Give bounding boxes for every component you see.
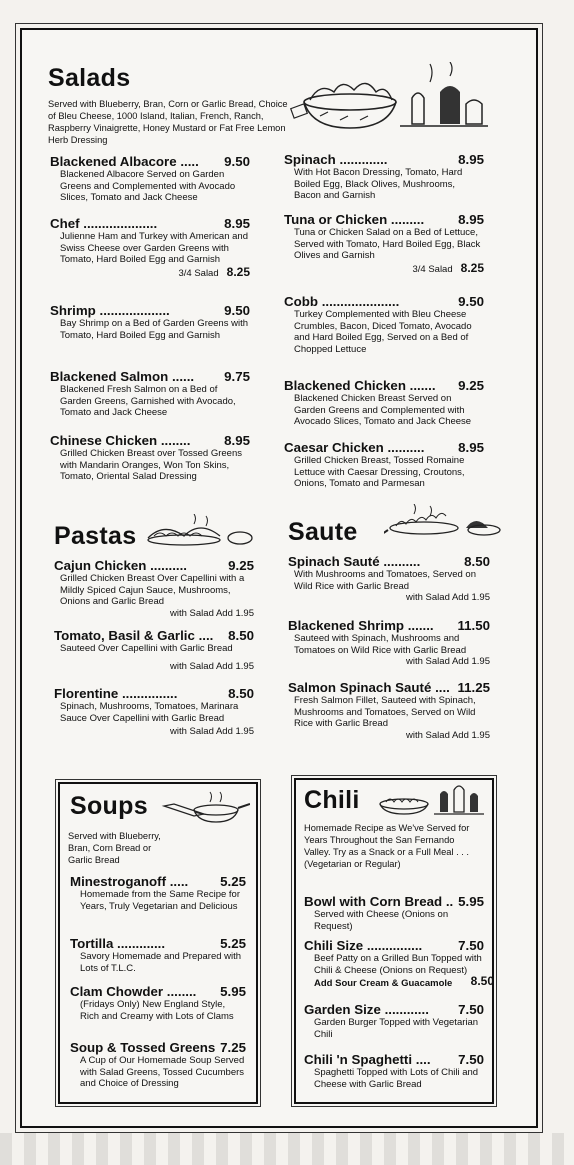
salad-add-on: with Salad Add 1.95 <box>406 656 490 667</box>
item-description: Beef Patty on a Grilled Bun Topped with Chili & Cheese (Onions on Request) <box>314 953 482 976</box>
item-description: (Fridays Only) New England Style, Rich and Creamy with Lots of Clams <box>80 999 234 1022</box>
soup-bowl-illustration <box>160 788 250 824</box>
item-name: Chili 'n Spaghetti <box>304 1052 413 1067</box>
item-description: Grilled Chicken Breast Over Capellini with a Mildly Spiced Cajun Sauce, Mushrooms, Onions and Garlic Bread <box>60 573 245 607</box>
saute-pan-illustration <box>384 504 504 538</box>
soups-heading: Soups <box>70 792 148 820</box>
item-description: Savory Homemade and Prepared with Lots of T.L.C. <box>80 951 242 974</box>
salad-add-on: with Salad Add 1.95 <box>170 660 254 672</box>
menu-item-bowl-with-corn-bread <box>304 894 484 932</box>
salad-add-on: with Salad Add 1.95 <box>406 592 490 603</box>
menu-item-chef <box>50 216 250 280</box>
item-name: Chili Size <box>304 938 364 953</box>
leader-dots: ................... <box>99 303 170 318</box>
salad-bowl-illustration <box>290 62 490 134</box>
item-price: 8.50 <box>464 554 490 569</box>
checkered-border <box>0 1133 574 1165</box>
item-price: 5.95 <box>458 894 484 909</box>
chili-note: Homemade Recipe as We've Served for Years Throughout the San Fernando Valley. Try as a Snack or a Full Meal . . . (Vegetarian or Regular) <box>304 823 470 869</box>
menu-item-soup-tossed-greens <box>70 1040 246 1090</box>
menu-item-clam-chowder <box>70 984 246 1022</box>
item-price: 7.50 <box>458 1052 484 1067</box>
leader-dots: .................... <box>83 216 158 231</box>
sub-portion: 3/4 Salad 8.25 <box>178 264 250 279</box>
item-name: Minestroganoff <box>70 874 167 889</box>
menu-item-spinach-saute <box>288 554 490 604</box>
menu-item-tomato-basil-garlic <box>54 628 254 673</box>
item-description: Blackened Chicken Breast Served on Garden Greens and Complemented with Avocado Slices, Tomato and Jack Cheese <box>294 393 472 427</box>
item-name: Blackened Chicken <box>284 378 406 393</box>
item-name: Caesar Chicken <box>284 440 384 455</box>
item-name: Blackened Salmon <box>50 369 169 384</box>
item-price: 11.25 <box>457 680 490 695</box>
item-price: 9.25 <box>458 378 484 393</box>
item-price: 7.50 <box>458 938 484 953</box>
menu-item-blackened-chicken <box>284 378 484 428</box>
chili-box <box>294 778 494 1104</box>
pastas-heading: Pastas <box>54 522 137 550</box>
item-name: Chef <box>50 216 80 231</box>
item-price: 8.95 <box>224 433 250 448</box>
item-price: 8.50 <box>228 686 254 701</box>
item-description: Blackened Fresh Salmon on a Bed of Garden Greens, Garnished with Avocado, Tomato and Jack Cheese <box>60 384 236 418</box>
salad-add-on: with Salad Add 1.95 <box>406 729 490 741</box>
leader-dots: ..... <box>169 874 189 889</box>
item-name: Spinach <box>284 152 336 167</box>
item-price: 9.50 <box>224 303 250 318</box>
menu-item-spinach <box>284 152 484 202</box>
item-price: 8.95 <box>458 212 484 227</box>
sub-portion: 3/4 Salad 8.25 <box>412 260 484 275</box>
item-price: 8.95 <box>224 216 250 231</box>
item-description: Fresh Salmon Fillet, Sauteed with Spinach, Mushrooms and Tomatoes, Served on Wild Rice with Garlic Bread <box>294 695 476 729</box>
menu-item-chili-size <box>304 938 494 991</box>
item-name: Tuna or Chicken <box>284 212 388 227</box>
leader-dots: ............. <box>117 936 166 951</box>
leader-dots: .... <box>415 1052 431 1067</box>
item-price: 8.95 <box>458 152 484 167</box>
item-description: Homemade from the Same Recipe for Years, Truly Vegetarian and Delicious <box>80 889 240 912</box>
leader-dots: .. <box>445 894 454 909</box>
leader-dots: .......... <box>150 558 188 573</box>
menu-item-chinese-chicken <box>50 433 250 483</box>
menu-item-cajun-chicken <box>54 558 254 620</box>
item-price: 9.25 <box>228 558 254 573</box>
item-name: Tomato, Basil & Garlic <box>54 628 195 643</box>
item-price: 9.50 <box>458 294 484 309</box>
item-name: Cajun Chicken <box>54 558 147 573</box>
leader-dots: ..................... <box>321 294 400 309</box>
soups-box <box>58 782 258 1104</box>
menu-item-tortilla <box>70 936 246 974</box>
menu-item-florentine <box>54 686 254 738</box>
item-name: Spinach Sauté <box>288 554 380 569</box>
menu-item-shrimp <box>50 303 250 341</box>
item-price: 5.25 <box>220 936 246 951</box>
item-description: Tuna or Chicken Salad on a Bed of Lettuce, Served with Tomato, Hard Boiled Egg, Black Olives and Garnish <box>294 227 481 261</box>
item-price: 11.50 <box>457 618 490 633</box>
leader-dots: .......... <box>383 554 421 569</box>
leader-dots: ............... <box>366 938 423 953</box>
item-name: Blackened Albacore <box>50 154 177 169</box>
leader-dots: ......... <box>390 212 425 227</box>
item-price: 8.95 <box>458 440 484 455</box>
item-description: Sauteed Over Capellini with Garlic Bread <box>60 643 233 654</box>
menu-item-blackened-albacore <box>50 154 250 204</box>
item-description: Turkey Complemented with Bleu Cheese Crumbles, Bacon, Diced Tomato, Avocado and Hard Boiled Egg, Served on a Bed of Chopped Lettuce <box>294 309 472 355</box>
soups-note: Served with Blueberry, Bran, Corn Bread or Garlic Bread <box>68 831 161 865</box>
item-description: Served with Cheese (Onions on Request) <box>314 909 449 932</box>
leader-dots: .... <box>435 680 450 695</box>
leader-dots: .......... <box>387 440 425 455</box>
item-description: With Hot Bacon Dressing, Tomato, Hard Boiled Egg, Black Olives, Mushrooms, Bacon and Garnish <box>294 167 463 201</box>
item-name: Cobb <box>284 294 318 309</box>
item-description: Spinach, Mushrooms, Tomatoes, Marinara Sauce Over Capellini with Garlic Bread <box>60 701 239 724</box>
menu-item-blackened-shrimp <box>288 618 490 668</box>
leader-dots: ............ <box>384 1002 429 1017</box>
item-description: A Cup of Our Homemade Soup Served with Salad Greens, Tossed Cucumbers and Choice of Dressing <box>80 1055 245 1089</box>
menu-frame <box>20 28 538 1128</box>
item-description: Sauteed with Spinach, Mushrooms and Tomatoes on Wild Rice with Garlic Bread <box>294 633 467 656</box>
menu-item-salmon-spinach-saute <box>288 680 490 742</box>
item-description: Grilled Chicken Breast over Tossed Greens with Mandarin Oranges, Won Ton Skins, Tomato, Oriental Salad Dressing <box>60 448 242 482</box>
salads-note: Served with Blueberry, Bran, Corn or Garlic Bread, Choice of Bleu Cheese, 1000 Island, Italian, French, Ranch, Raspberry Vinaigrette, Honey Mustard or Fat Free Lemon Herb Dressing <box>48 99 288 145</box>
item-price: 5.95 <box>220 984 246 999</box>
salad-add-on: with Salad Add 1.95 <box>170 726 254 737</box>
menu-item-caesar-chicken <box>284 440 484 490</box>
item-name: Garden Size <box>304 1002 381 1017</box>
item-description: Julienne Ham and Turkey with American and Swiss Cheese over Garden Greens with Tomato, Hard Boiled Egg and Garnish <box>60 231 248 265</box>
item-price: 7.25 <box>220 1040 246 1055</box>
menu-item-minestroganoff <box>70 874 246 912</box>
item-price: 8.50 <box>228 628 254 643</box>
leader-dots: ............. <box>339 152 388 167</box>
leader-dots: ...... <box>171 369 195 384</box>
item-description: Bay Shrimp on a Bed of Garden Greens with Tomato, Hard Boiled Egg and Garnish <box>60 318 248 341</box>
item-description: Blackened Albacore Served on Garden Greens and Complemented with Avocado Slices, Tomato and Jack Cheese <box>60 169 236 203</box>
pasta-illustration <box>144 514 254 548</box>
salads-heading: Salads <box>48 64 131 92</box>
item-price: 7.50 <box>458 1002 484 1017</box>
item-description: Garden Burger Topped with Vegetarian Chili <box>314 1017 479 1040</box>
item-name: Tortilla <box>70 936 114 951</box>
saute-heading: Saute <box>288 518 358 546</box>
chili-bowl-illustration <box>374 782 486 816</box>
item-description: Spaghetti Topped with Lots of Chili and Cheese with Garlic Bread <box>314 1067 479 1090</box>
item-name: Salmon Spinach Sauté <box>288 680 432 695</box>
menu-item-chili-n-spaghetti <box>304 1052 484 1090</box>
item-name: Blackened Shrimp <box>288 618 405 633</box>
leader-dots: ........ <box>160 433 191 448</box>
item-name: Bowl with Corn Bread <box>304 894 443 909</box>
add-on-row: Add Sour Cream & Guacamole 8.50 <box>314 974 494 989</box>
item-price: 5.25 <box>220 874 246 889</box>
menu-item-blackened-salmon <box>50 369 250 419</box>
leader-dots: ............... <box>121 686 178 701</box>
leader-dots: ....... <box>407 618 434 633</box>
leader-dots: .... <box>198 628 214 643</box>
item-price: 9.75 <box>224 369 250 384</box>
item-price: 9.50 <box>224 154 250 169</box>
leader-dots: ........ <box>166 984 197 999</box>
item-name: Shrimp <box>50 303 96 318</box>
menu-item-tuna-or-chicken <box>284 212 484 276</box>
chili-heading: Chili <box>304 786 360 814</box>
item-name: Soup & Tossed Greens <box>70 1040 216 1055</box>
salad-add-on: with Salad Add 1.95 <box>170 607 254 619</box>
leader-dots: ....... <box>409 378 436 393</box>
leader-dots: ..... <box>180 154 199 169</box>
menu-item-garden-size <box>304 1002 484 1040</box>
item-description: With Mushrooms and Tomatoes, Served on Wild Rice with Garlic Bread <box>294 569 476 592</box>
item-name: Florentine <box>54 686 119 701</box>
item-name: Chinese Chicken <box>50 433 158 448</box>
menu-item-cobb <box>284 294 484 355</box>
item-description: Grilled Chicken Breast, Tossed Romaine Lettuce with Caesar Dressing, Croutons, Onions, Tomato and Parmesan <box>294 455 465 489</box>
item-name: Clam Chowder <box>70 984 164 999</box>
